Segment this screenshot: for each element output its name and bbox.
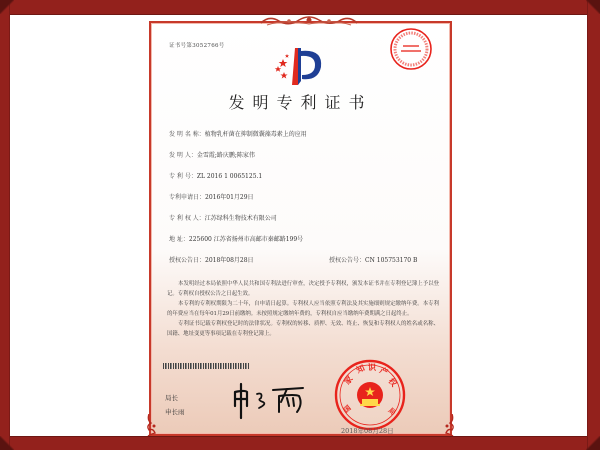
- barcode: [163, 363, 249, 369]
- corner-ornament-icon: [145, 414, 159, 436]
- paragraph-grant: 本发明经过本局依照中华人民共和国专利法进行审查，决定授予专利权，颁发本证书并在专利登记簿上予以登记。专利权自授权公告之日起生效。: [167, 281, 439, 297]
- picture-frame-right: [587, 0, 600, 450]
- patent-certificate: [149, 21, 452, 436]
- field-application-date: 专利申请日：2016年01月29日: [169, 194, 254, 201]
- field-patent-number: 专 利 号：ZL 2016 1 0065125.1: [169, 173, 263, 180]
- svg-text:国: 国: [341, 403, 353, 415]
- svg-text:局: 局: [386, 405, 398, 418]
- field-grant-number: 授权公告号：CN 105753170 B: [329, 257, 418, 264]
- top-ornament-icon: [259, 15, 359, 27]
- frame-corner: [0, 436, 14, 450]
- picture-frame-bottom: [0, 436, 600, 450]
- frame-corner: [586, 0, 600, 14]
- field-address: 地 址：225600 江苏省扬州市高邮市秦邮路199号: [169, 236, 304, 243]
- picture-frame-top: [0, 0, 600, 15]
- director-name: 申长雨: [165, 408, 185, 416]
- agency-stamp-icon: [389, 27, 433, 71]
- svg-text:识: 识: [368, 362, 376, 372]
- patent-office-logo-icon: [271, 45, 331, 87]
- svg-text:权: 权: [386, 375, 400, 389]
- svg-text:家: 家: [341, 373, 355, 387]
- certificate-title: 发明专利证书: [228, 93, 373, 112]
- national-ip-office-seal-icon: [334, 359, 406, 431]
- seal-date: 2018年08月28日: [341, 427, 394, 435]
- certificate-body-text: [167, 279, 439, 339]
- director-title: 局长: [165, 394, 178, 402]
- field-inventor: 发 明 人：金雪霞;路庆鹏;陈家伟: [169, 152, 255, 159]
- picture-frame-left: [0, 0, 10, 450]
- frame-corner: [0, 0, 14, 14]
- certificate-number: 证书号第3052766号: [169, 43, 225, 49]
- svg-text:知: 知: [354, 362, 367, 375]
- signature-icon: [231, 380, 311, 420]
- paragraph-legal-status: 专利证书记载专利权登记时的法律状况。专利权的转移、质押、无效、终止、恢复和专利权人的姓名或名称、国籍、地址变更等事项记载在专利登记簿上。: [167, 321, 439, 337]
- field-patentee: 专 利 权 人：江苏绿科生物技术有限公司: [169, 215, 277, 222]
- svg-text:产: 产: [378, 364, 390, 378]
- paragraph-term: 本专利的专利权期限为二十年，自申请日起算。专利权人应当依照专利法及其实施细则规定缴纳年费。本专利的年费应当在每年01月29日前缴纳。未按照规定缴纳年费的，专利权自应当缴纳年费期满之日起终止。: [167, 301, 439, 317]
- corner-ornament-icon: [442, 414, 456, 436]
- field-grant-date: 授权公告日：2018年08月28日: [169, 257, 254, 264]
- frame-corner: [586, 436, 600, 450]
- field-invention-name: 发 明 名 称：植物乳杆菌在抑制微囊藻毒素上的应用: [169, 131, 307, 138]
